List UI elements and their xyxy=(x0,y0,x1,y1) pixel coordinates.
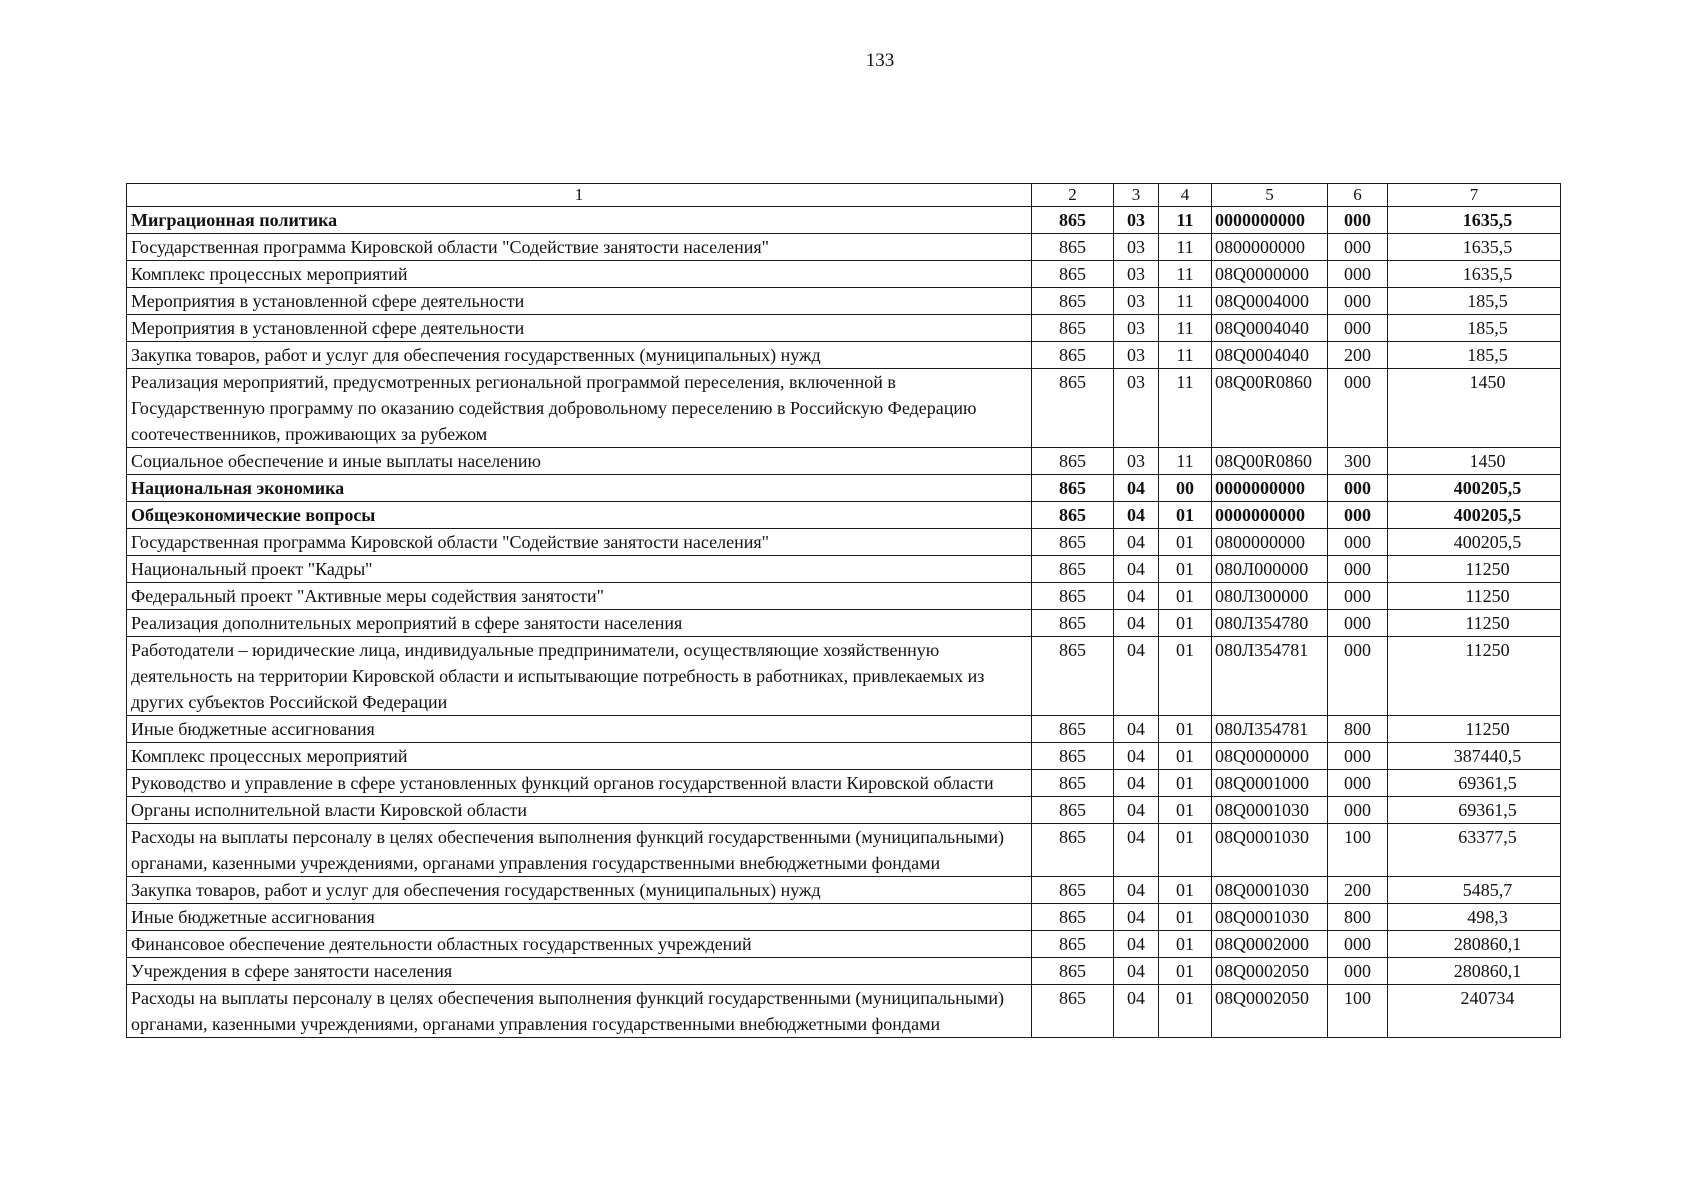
table-row xyxy=(127,502,1561,529)
expense-type-code: 000 xyxy=(1328,234,1388,261)
item-name: Комплекс процессных мероприятий xyxy=(127,261,1032,288)
item-name: Миграционная политика xyxy=(127,207,1032,234)
item-name: Иные бюджетные ассигнования xyxy=(127,716,1032,743)
subsection-code: 01 xyxy=(1159,770,1212,797)
target-article-code: 08Q0001030 xyxy=(1212,797,1328,824)
item-name: Комплекс процессных мероприятий xyxy=(127,743,1032,770)
table-row xyxy=(127,716,1561,743)
item-name: Руководство и управление в сфере установленных функций органов государственной власти Кировской области xyxy=(127,770,1032,797)
expense-type-code: 000 xyxy=(1328,315,1388,342)
subsection-code: 01 xyxy=(1159,824,1212,877)
table-row xyxy=(127,985,1561,1038)
target-article-code: 080Л000000 xyxy=(1212,556,1328,583)
section-code: 03 xyxy=(1114,369,1159,448)
table-row xyxy=(127,770,1561,797)
subsection-code: 11 xyxy=(1159,448,1212,475)
amount: 387440,5 xyxy=(1388,743,1561,770)
table-row xyxy=(127,743,1561,770)
expense-type-code: 100 xyxy=(1328,985,1388,1038)
section-code: 03 xyxy=(1114,448,1159,475)
item-name: Учреждения в сфере занятости населения xyxy=(127,958,1032,985)
section-code: 04 xyxy=(1114,475,1159,502)
table-row xyxy=(127,529,1561,556)
ministry-code: 865 xyxy=(1032,797,1114,824)
expense-type-code: 800 xyxy=(1328,904,1388,931)
table-row xyxy=(127,369,1561,448)
header-cell: 6 xyxy=(1328,184,1388,207)
amount: 1635,5 xyxy=(1388,207,1561,234)
table-row xyxy=(127,556,1561,583)
subsection-code: 11 xyxy=(1159,315,1212,342)
item-name: Реализация дополнительных мероприятий в сфере занятости населения xyxy=(127,610,1032,637)
target-article-code: 08Q0001030 xyxy=(1212,904,1328,931)
table-row xyxy=(127,824,1561,877)
target-article-code: 080Л354781 xyxy=(1212,637,1328,716)
target-article-code: 08Q00R0860 xyxy=(1212,448,1328,475)
amount: 1635,5 xyxy=(1388,261,1561,288)
ministry-code: 865 xyxy=(1032,529,1114,556)
section-code: 03 xyxy=(1114,288,1159,315)
ministry-code: 865 xyxy=(1032,770,1114,797)
ministry-code: 865 xyxy=(1032,342,1114,369)
table-row xyxy=(127,610,1561,637)
section-code: 04 xyxy=(1114,583,1159,610)
item-name: Федеральный проект "Активные меры содействия занятости" xyxy=(127,583,1032,610)
table-row xyxy=(127,234,1561,261)
expense-type-code: 000 xyxy=(1328,931,1388,958)
amount: 69361,5 xyxy=(1388,797,1561,824)
item-name: Закупка товаров, работ и услуг для обеспечения государственных (муниципальных) нужд xyxy=(127,342,1032,369)
expense-type-code: 000 xyxy=(1328,288,1388,315)
target-article-code: 0000000000 xyxy=(1212,502,1328,529)
expense-type-code: 200 xyxy=(1328,877,1388,904)
target-article-code: 08Q0001030 xyxy=(1212,824,1328,877)
amount: 11250 xyxy=(1388,583,1561,610)
ministry-code: 865 xyxy=(1032,369,1114,448)
expense-type-code: 000 xyxy=(1328,770,1388,797)
target-article-code: 080Л354781 xyxy=(1212,716,1328,743)
item-name: Иные бюджетные ассигнования xyxy=(127,904,1032,931)
subsection-code: 01 xyxy=(1159,583,1212,610)
section-code: 04 xyxy=(1114,985,1159,1038)
table-row xyxy=(127,288,1561,315)
section-code: 03 xyxy=(1114,234,1159,261)
amount: 400205,5 xyxy=(1388,529,1561,556)
target-article-code: 08Q0004040 xyxy=(1212,342,1328,369)
item-name: Социальное обеспечение и иные выплаты населению xyxy=(127,448,1032,475)
table-row xyxy=(127,207,1561,234)
expense-type-code: 200 xyxy=(1328,342,1388,369)
subsection-code: 01 xyxy=(1159,797,1212,824)
amount: 69361,5 xyxy=(1388,770,1561,797)
target-article-code: 0000000000 xyxy=(1212,475,1328,502)
target-article-code: 08Q0001030 xyxy=(1212,877,1328,904)
table-row xyxy=(127,797,1561,824)
amount: 498,3 xyxy=(1388,904,1561,931)
table-row xyxy=(127,448,1561,475)
subsection-code: 01 xyxy=(1159,637,1212,716)
amount: 11250 xyxy=(1388,637,1561,716)
ministry-code: 865 xyxy=(1032,716,1114,743)
ministry-code: 865 xyxy=(1032,985,1114,1038)
amount: 11250 xyxy=(1388,610,1561,637)
item-name: Национальный проект "Кадры" xyxy=(127,556,1032,583)
section-code: 04 xyxy=(1114,824,1159,877)
item-name: Финансовое обеспечение деятельности областных государственных учреждений xyxy=(127,931,1032,958)
table-row xyxy=(127,261,1561,288)
header-cell: 5 xyxy=(1212,184,1328,207)
amount: 63377,5 xyxy=(1388,824,1561,877)
section-code: 04 xyxy=(1114,958,1159,985)
amount: 400205,5 xyxy=(1388,502,1561,529)
target-article-code: 08Q00R0860 xyxy=(1212,369,1328,448)
expense-type-code: 000 xyxy=(1328,502,1388,529)
subsection-code: 11 xyxy=(1159,369,1212,448)
amount: 5485,7 xyxy=(1388,877,1561,904)
item-name: Общеэкономические вопросы xyxy=(127,502,1032,529)
ministry-code: 865 xyxy=(1032,448,1114,475)
table-row xyxy=(127,583,1561,610)
amount: 11250 xyxy=(1388,716,1561,743)
budget-table xyxy=(126,183,1561,1038)
ministry-code: 865 xyxy=(1032,904,1114,931)
subsection-code: 11 xyxy=(1159,234,1212,261)
expense-type-code: 300 xyxy=(1328,448,1388,475)
amount: 11250 xyxy=(1388,556,1561,583)
table-row xyxy=(127,342,1561,369)
ministry-code: 865 xyxy=(1032,234,1114,261)
amount: 185,5 xyxy=(1388,342,1561,369)
amount: 240734 xyxy=(1388,985,1561,1038)
target-article-code: 08Q0002050 xyxy=(1212,958,1328,985)
header-cell: 1 xyxy=(127,184,1032,207)
table-row xyxy=(127,931,1561,958)
target-article-code: 0800000000 xyxy=(1212,234,1328,261)
ministry-code: 865 xyxy=(1032,315,1114,342)
expense-type-code: 000 xyxy=(1328,556,1388,583)
amount: 1450 xyxy=(1388,369,1561,448)
section-code: 04 xyxy=(1114,637,1159,716)
ministry-code: 865 xyxy=(1032,502,1114,529)
item-name: Расходы на выплаты персоналу в целях обеспечения выполнения функций государственными (муниципальными) органами, казенными учреждениями, органами управления государственными внебюджетными фондами xyxy=(127,985,1032,1038)
table-row xyxy=(127,475,1561,502)
expense-type-code: 000 xyxy=(1328,743,1388,770)
subsection-code: 01 xyxy=(1159,958,1212,985)
subsection-code: 01 xyxy=(1159,502,1212,529)
subsection-code: 00 xyxy=(1159,475,1212,502)
section-code: 04 xyxy=(1114,743,1159,770)
item-name: Работодатели – юридические лица, индивидуальные предприниматели, осуществляющие хозяйственную деятельность на территории Кировской области и испытывающие потребность в работниках, привлекаемых из других субъектов Российской Федерации xyxy=(127,637,1032,716)
section-code: 04 xyxy=(1114,556,1159,583)
ministry-code: 865 xyxy=(1032,475,1114,502)
ministry-code: 865 xyxy=(1032,288,1114,315)
amount: 1450 xyxy=(1388,448,1561,475)
target-article-code: 08Q0000000 xyxy=(1212,261,1328,288)
amount: 185,5 xyxy=(1388,288,1561,315)
expense-type-code: 000 xyxy=(1328,475,1388,502)
section-code: 04 xyxy=(1114,502,1159,529)
item-name: Государственная программа Кировской области "Содействие занятости населения" xyxy=(127,234,1032,261)
subsection-code: 01 xyxy=(1159,716,1212,743)
amount: 1635,5 xyxy=(1388,234,1561,261)
expense-type-code: 000 xyxy=(1328,637,1388,716)
section-code: 04 xyxy=(1114,529,1159,556)
expense-type-code: 800 xyxy=(1328,716,1388,743)
item-name: Мероприятия в установленной сфере деятельности xyxy=(127,315,1032,342)
expense-type-code: 000 xyxy=(1328,207,1388,234)
expense-type-code: 000 xyxy=(1328,610,1388,637)
header-cell: 7 xyxy=(1388,184,1561,207)
ministry-code: 865 xyxy=(1032,824,1114,877)
table-row xyxy=(127,637,1561,716)
subsection-code: 11 xyxy=(1159,342,1212,369)
subsection-code: 01 xyxy=(1159,529,1212,556)
subsection-code: 11 xyxy=(1159,261,1212,288)
section-code: 04 xyxy=(1114,610,1159,637)
amount: 280860,1 xyxy=(1388,958,1561,985)
subsection-code: 01 xyxy=(1159,985,1212,1038)
page-number: 133 xyxy=(865,50,895,71)
amount: 400205,5 xyxy=(1388,475,1561,502)
target-article-code: 08Q0004000 xyxy=(1212,288,1328,315)
section-code: 04 xyxy=(1114,877,1159,904)
subsection-code: 01 xyxy=(1159,556,1212,583)
expense-type-code: 000 xyxy=(1328,369,1388,448)
header-cell: 3 xyxy=(1114,184,1159,207)
target-article-code: 08Q0002000 xyxy=(1212,931,1328,958)
table-row xyxy=(127,958,1561,985)
section-code: 03 xyxy=(1114,261,1159,288)
item-name: Расходы на выплаты персоналу в целях обеспечения выполнения функций государственными (муниципальными) органами, казенными учреждениями, органами управления государственными внебюджетными фондами xyxy=(127,824,1032,877)
section-code: 04 xyxy=(1114,797,1159,824)
amount: 280860,1 xyxy=(1388,931,1561,958)
subsection-code: 11 xyxy=(1159,288,1212,315)
table-row xyxy=(127,904,1561,931)
ministry-code: 865 xyxy=(1032,958,1114,985)
expense-type-code: 000 xyxy=(1328,529,1388,556)
target-article-code: 08Q0004040 xyxy=(1212,315,1328,342)
header-cell: 2 xyxy=(1032,184,1114,207)
section-code: 04 xyxy=(1114,931,1159,958)
target-article-code: 080Л300000 xyxy=(1212,583,1328,610)
section-code: 04 xyxy=(1114,716,1159,743)
ministry-code: 865 xyxy=(1032,207,1114,234)
ministry-code: 865 xyxy=(1032,583,1114,610)
ministry-code: 865 xyxy=(1032,556,1114,583)
ministry-code: 865 xyxy=(1032,637,1114,716)
target-article-code: 0800000000 xyxy=(1212,529,1328,556)
table-row xyxy=(127,315,1561,342)
target-article-code: 08Q0000000 xyxy=(1212,743,1328,770)
expense-type-code: 000 xyxy=(1328,958,1388,985)
target-article-code: 08Q0001000 xyxy=(1212,770,1328,797)
ministry-code: 865 xyxy=(1032,610,1114,637)
expense-type-code: 000 xyxy=(1328,583,1388,610)
table-header-row xyxy=(127,184,1561,207)
subsection-code: 01 xyxy=(1159,610,1212,637)
item-name: Органы исполнительной власти Кировской области xyxy=(127,797,1032,824)
section-code: 03 xyxy=(1114,342,1159,369)
subsection-code: 01 xyxy=(1159,743,1212,770)
amount: 185,5 xyxy=(1388,315,1561,342)
ministry-code: 865 xyxy=(1032,931,1114,958)
expense-type-code: 000 xyxy=(1328,261,1388,288)
item-name: Закупка товаров, работ и услуг для обеспечения государственных (муниципальных) нужд xyxy=(127,877,1032,904)
expense-type-code: 000 xyxy=(1328,797,1388,824)
ministry-code: 865 xyxy=(1032,743,1114,770)
item-name: Государственная программа Кировской области "Содействие занятости населения" xyxy=(127,529,1032,556)
section-code: 04 xyxy=(1114,904,1159,931)
ministry-code: 865 xyxy=(1032,261,1114,288)
target-article-code: 08Q0002050 xyxy=(1212,985,1328,1038)
section-code: 03 xyxy=(1114,315,1159,342)
item-name: Реализация мероприятий, предусмотренных региональной программой переселения, включенной в Государственную программу по оказанию содействия добровольному переселению в Российскую Федерацию соотечественников, проживающих за рубежом xyxy=(127,369,1032,448)
target-article-code: 0000000000 xyxy=(1212,207,1328,234)
subsection-code: 01 xyxy=(1159,904,1212,931)
expense-type-code: 100 xyxy=(1328,824,1388,877)
section-code: 04 xyxy=(1114,770,1159,797)
item-name: Национальная экономика xyxy=(127,475,1032,502)
table-row xyxy=(127,877,1561,904)
header-cell: 4 xyxy=(1159,184,1212,207)
section-code: 03 xyxy=(1114,207,1159,234)
item-name: Мероприятия в установленной сфере деятельности xyxy=(127,288,1032,315)
subsection-code: 01 xyxy=(1159,931,1212,958)
ministry-code: 865 xyxy=(1032,877,1114,904)
subsection-code: 11 xyxy=(1159,207,1212,234)
target-article-code: 080Л354780 xyxy=(1212,610,1328,637)
subsection-code: 01 xyxy=(1159,877,1212,904)
